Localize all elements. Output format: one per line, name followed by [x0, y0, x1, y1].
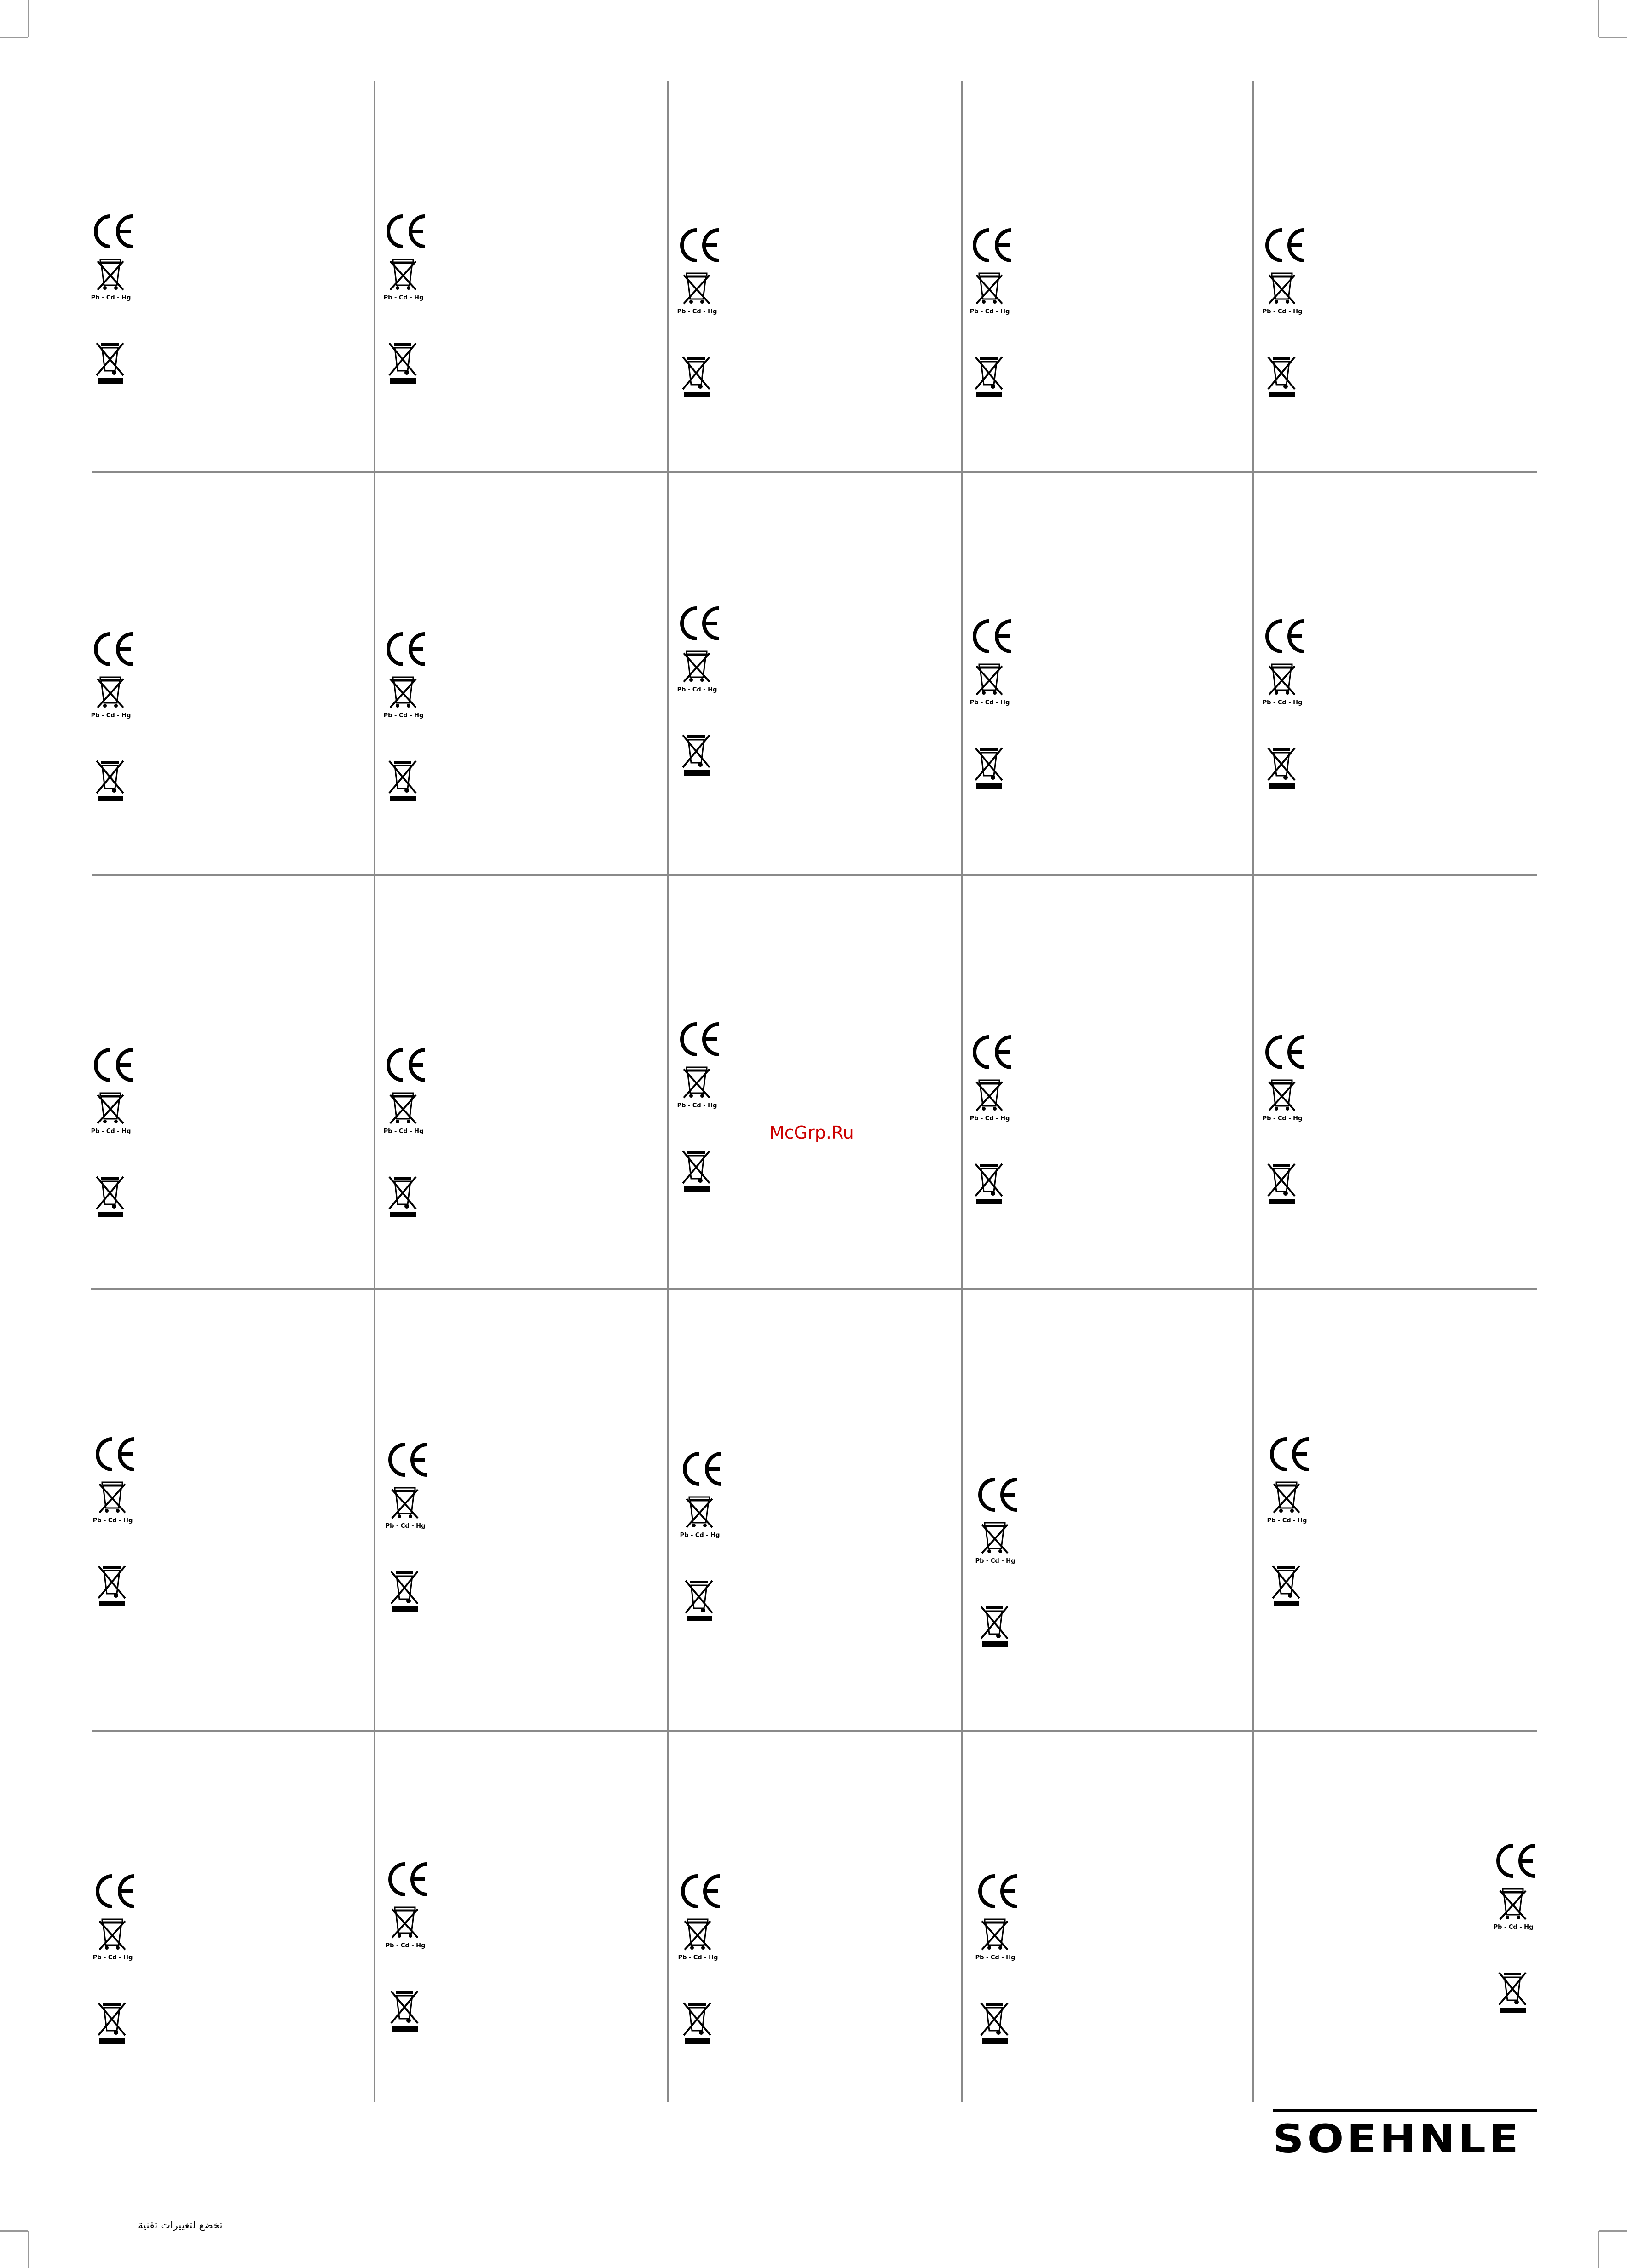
crop-mark	[1598, 0, 1599, 37]
crossed-battery-bin-icon	[976, 1520, 1013, 1571]
crossed-battery-bin-icon	[92, 1090, 129, 1141]
compliance-cell	[678, 604, 936, 880]
row-divider	[92, 1730, 1537, 1732]
column-divider	[374, 81, 375, 2102]
crossed-battery-bin-icon	[383, 257, 424, 307]
compliance-cell	[1494, 1841, 1627, 2117]
crossed-wheelie-bin-icon	[973, 744, 1005, 790]
compliance-cell	[679, 1871, 937, 2147]
ce-mark-icon	[679, 1871, 723, 1911]
crop-mark	[1598, 2231, 1599, 2268]
compliance-cell	[1264, 225, 1521, 501]
crossed-battery-bin-icon	[1268, 1479, 1305, 1530]
battery-label: Pb - Cd - Hg	[92, 1517, 133, 1524]
crossed-wheelie-bin-icon	[388, 1568, 421, 1614]
ce-mark-icon	[1494, 1841, 1539, 1881]
crossed-battery-bin-icon	[1262, 271, 1303, 321]
crossed-battery-bin-icon	[385, 1485, 426, 1536]
crossed-battery-bin-icon	[383, 1090, 424, 1141]
battery-label: Pb - Cd - Hg	[677, 1102, 717, 1109]
compliance-cell	[976, 1871, 1234, 2147]
crop-mark	[1599, 37, 1627, 38]
crossed-wheelie-bin-icon	[680, 1147, 712, 1193]
ce-mark-icon	[971, 225, 1015, 265]
crossed-wheelie-bin-icon	[1270, 1562, 1302, 1608]
battery-label: Pb - Cd - Hg	[383, 712, 424, 719]
crop-mark	[0, 37, 28, 38]
ce-mark-icon	[971, 1032, 1015, 1072]
crossed-battery-bin-icon	[1262, 662, 1303, 712]
ce-mark-icon	[387, 1859, 431, 1899]
ce-mark-icon	[1264, 616, 1308, 656]
compliance-cell	[971, 616, 1229, 892]
crossed-battery-bin-icon	[94, 1917, 131, 1967]
compliance-cell	[94, 1434, 352, 1710]
compliance-cell	[1264, 1032, 1521, 1308]
ce-mark-icon	[387, 1440, 431, 1479]
battery-label: Pb - Cd - Hg	[969, 1115, 1010, 1122]
ce-mark-icon	[94, 1871, 138, 1911]
crossed-battery-bin-icon	[681, 1494, 718, 1545]
ce-mark-icon	[1264, 1032, 1308, 1072]
compliance-cell	[971, 1032, 1229, 1308]
battery-label: Pb - Cd - Hg	[975, 1954, 1015, 1961]
ce-mark-icon	[385, 212, 429, 251]
compliance-cell	[971, 225, 1229, 501]
battery-label: Pb - Cd - Hg	[678, 1954, 718, 1961]
battery-label: Pb - Cd - Hg	[969, 308, 1010, 315]
crossed-wheelie-bin-icon	[388, 1987, 421, 2033]
crossed-wheelie-bin-icon	[973, 353, 1005, 399]
battery-label: Pb - Cd - Hg	[92, 1954, 133, 1961]
compliance-cell	[387, 1440, 644, 1716]
ce-mark-icon	[92, 212, 136, 251]
crossed-battery-bin-icon	[678, 649, 715, 699]
column-divider	[961, 81, 963, 2102]
battery-label: Pb - Cd - Hg	[1262, 308, 1303, 315]
crossed-wheelie-bin-icon	[978, 1999, 1010, 2045]
crossed-wheelie-bin-icon	[683, 1577, 715, 1623]
crop-mark	[28, 2231, 29, 2268]
compliance-cell	[1264, 616, 1521, 892]
ce-mark-icon	[678, 604, 722, 643]
crossed-battery-bin-icon	[1262, 1077, 1303, 1128]
ce-mark-icon	[385, 1045, 429, 1085]
crossed-wheelie-bin-icon	[1265, 353, 1298, 399]
crossed-wheelie-bin-icon	[978, 1603, 1010, 1649]
ce-mark-icon	[94, 1434, 138, 1474]
compliance-cell	[92, 212, 350, 488]
compliance-cell	[385, 1045, 642, 1321]
crossed-wheelie-bin-icon	[973, 1160, 1005, 1206]
crossed-wheelie-bin-icon	[387, 757, 419, 803]
crossed-wheelie-bin-icon	[94, 1173, 126, 1219]
battery-label: Pb - Cd - Hg	[677, 308, 717, 315]
crossed-battery-bin-icon	[976, 1917, 1013, 1967]
ce-mark-icon	[678, 1019, 722, 1059]
ce-mark-icon	[385, 629, 429, 669]
crossed-wheelie-bin-icon	[680, 731, 712, 777]
compliance-cell	[387, 1859, 644, 2136]
crossed-battery-bin-icon	[678, 1065, 715, 1115]
crossed-wheelie-bin-icon	[94, 340, 126, 386]
footer-note: تخضع لتغييرات تقنية	[138, 2220, 223, 2231]
ce-mark-icon	[976, 1871, 1021, 1911]
crossed-wheelie-bin-icon	[681, 1999, 713, 2045]
crossed-battery-bin-icon	[971, 662, 1008, 712]
battery-label: Pb - Cd - Hg	[91, 294, 131, 301]
logo-rule	[1273, 2109, 1537, 2112]
crossed-battery-bin-icon	[971, 1077, 1008, 1128]
crossed-battery-bin-icon	[92, 674, 129, 725]
compliance-cell	[1268, 1434, 1526, 1710]
ce-mark-icon	[971, 616, 1015, 656]
ce-mark-icon	[681, 1449, 725, 1489]
crossed-battery-bin-icon	[679, 1917, 716, 1967]
compliance-cell	[385, 629, 642, 905]
crossed-battery-bin-icon	[971, 271, 1008, 321]
crossed-wheelie-bin-icon	[1496, 1969, 1529, 2015]
battery-label: Pb - Cd - Hg	[969, 699, 1010, 706]
crossed-wheelie-bin-icon	[387, 340, 419, 386]
brand-logo: SOEHNLE	[1273, 2116, 1522, 2161]
crossed-wheelie-bin-icon	[387, 1173, 419, 1219]
compliance-cell	[92, 629, 350, 905]
crop-mark	[1599, 2230, 1627, 2232]
ce-mark-icon	[92, 1045, 136, 1085]
crossed-battery-bin-icon	[385, 1905, 426, 1955]
battery-label: Pb - Cd - Hg	[1262, 1115, 1303, 1122]
battery-label: Pb - Cd - Hg	[385, 1942, 426, 1949]
ce-mark-icon	[976, 1475, 1021, 1514]
compliance-cell	[92, 1045, 350, 1321]
ce-mark-icon	[678, 225, 722, 265]
crossed-wheelie-bin-icon	[96, 1562, 128, 1608]
battery-label: Pb - Cd - Hg	[1262, 699, 1303, 706]
crossed-wheelie-bin-icon	[680, 353, 712, 399]
battery-label: Pb - Cd - Hg	[383, 1128, 424, 1135]
compliance-cell	[976, 1475, 1234, 1751]
battery-label: Pb - Cd - Hg	[1493, 1924, 1534, 1931]
crossed-wheelie-bin-icon	[96, 1999, 128, 2045]
crossed-battery-bin-icon	[1493, 1886, 1534, 1937]
ce-mark-icon	[1268, 1434, 1312, 1474]
compliance-cell	[678, 225, 936, 501]
battery-label: Pb - Cd - Hg	[680, 1532, 720, 1539]
battery-label: Pb - Cd - Hg	[677, 686, 717, 693]
crossed-battery-bin-icon	[678, 271, 715, 321]
crossed-wheelie-bin-icon	[1265, 744, 1298, 790]
crop-mark	[0, 2230, 28, 2232]
battery-label: Pb - Cd - Hg	[91, 712, 131, 719]
battery-label: Pb - Cd - Hg	[975, 1558, 1015, 1565]
compliance-cell	[94, 1871, 352, 2147]
compliance-cell	[681, 1449, 939, 1725]
compliance-cell	[385, 212, 642, 488]
crossed-wheelie-bin-icon	[1265, 1160, 1298, 1206]
crossed-battery-bin-icon	[92, 257, 129, 307]
ce-mark-icon	[1264, 225, 1308, 265]
crossed-battery-bin-icon	[94, 1479, 131, 1530]
crossed-wheelie-bin-icon	[94, 757, 126, 803]
battery-label: Pb - Cd - Hg	[385, 1523, 426, 1530]
compliance-cell	[678, 1019, 936, 1295]
crossed-battery-bin-icon	[383, 674, 424, 725]
crop-mark	[28, 0, 29, 37]
column-divider	[1252, 81, 1254, 2102]
ce-mark-icon	[92, 629, 136, 669]
battery-label: Pb - Cd - Hg	[383, 294, 424, 301]
watermark: McGrp.Ru	[769, 1122, 854, 1143]
battery-label: Pb - Cd - Hg	[1267, 1517, 1307, 1524]
battery-label: Pb - Cd - Hg	[91, 1128, 131, 1135]
column-divider	[667, 81, 669, 2102]
